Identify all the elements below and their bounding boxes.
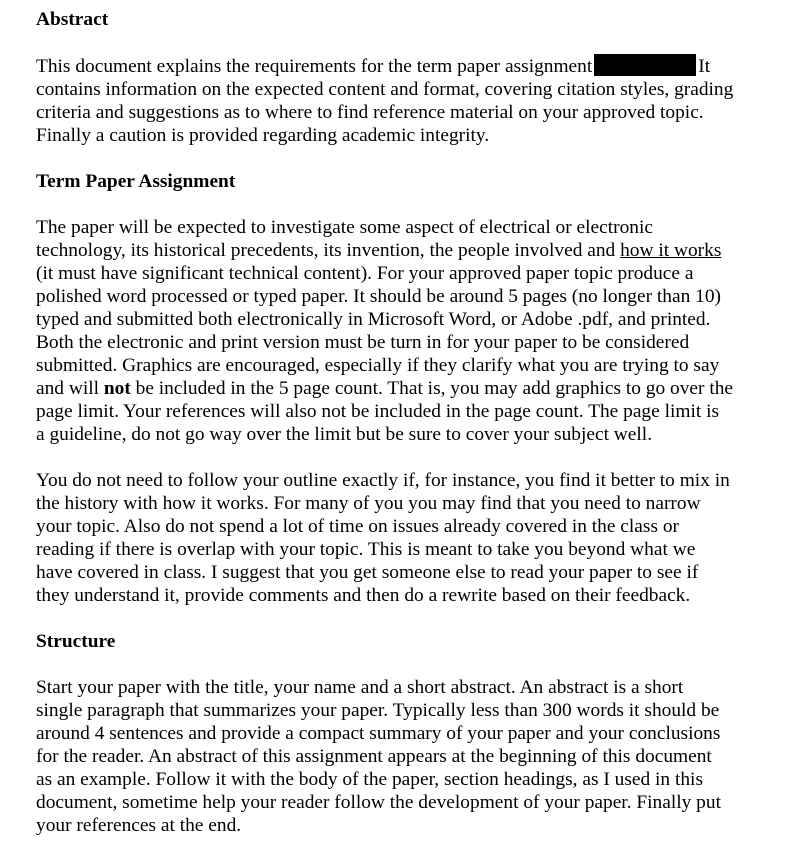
structure-line-2: single paragraph that summarizes your paper. Typically less than 300 words it should be [36, 700, 720, 721]
abstract-paragraph [36, 54, 776, 147]
tp1-line-8-tail: be included in the 5 page count. That is, you may add graphics to go over the [130, 378, 734, 399]
abstract-line-1 [36, 54, 776, 78]
abstract-line-2: contains information on the expected content and format, covering citation styles, grading [36, 79, 734, 100]
tp1-line-1: The paper will be expected to investigate some aspect of electrical or electronic [36, 217, 653, 238]
tp2-line-5: have covered in class. I suggest that you get someone else to read your paper to see if [36, 562, 699, 583]
spacer [36, 147, 776, 170]
tp1-line-8-text: and will [36, 378, 104, 399]
structure-line-5: as an example. Follow it with the body of the paper, section headings, as I used in this [36, 769, 703, 790]
abstract-line-4: Finally a caution is provided regarding academic integrity. [36, 125, 490, 146]
tp2-line-6: they understand it, provide comments and then do a rewrite based on their feedback. [36, 585, 691, 606]
spacer [36, 31, 776, 54]
spacer [36, 193, 776, 216]
tp1-line-5: typed and submitted both electronically in Microsoft Word, or Adobe .pdf, and printed. [36, 309, 711, 330]
abstract-line-3: criteria and suggestions as to where to find reference material on your approved topic. [36, 102, 704, 123]
structure-line-3: around 4 sentences and provide a compact summary of your paper and your conclusions [36, 723, 721, 744]
tp2-line-3: your topic. Also do not spend a lot of time on issues already covered in the class or [36, 516, 679, 537]
tp1-line-2-text: technology, its historical precedents, its invention, the people involved and [36, 240, 621, 261]
term-paper-paragraph-2 [36, 469, 776, 607]
tp1-line-4: polished word processed or typed paper. It should be around 5 pages (no longer than 10) [36, 286, 721, 307]
abstract-line-1-tail: It [698, 56, 711, 77]
spacer [36, 446, 776, 469]
spacer [36, 653, 776, 676]
tp1-line-7: submitted. Graphics are encouraged, especially if they clarify what you are trying to say [36, 355, 720, 376]
structure-heading: Structure [36, 631, 116, 652]
abstract-heading: Abstract [36, 9, 109, 30]
term-paper-paragraph-1 [36, 216, 776, 446]
structure-line-6: document, sometime help your reader follow the development of your paper. Finally put [36, 792, 721, 813]
tp2-line-2: the history with how it works. For many of you you may find that you need to narrow [36, 493, 701, 514]
term-paper-heading: Term Paper Assignment [36, 171, 236, 192]
how-it-works-link[interactable]: how it works [620, 240, 722, 261]
abstract-line-1-text: This document explains the requirements for the term paper assignment [36, 56, 593, 77]
structure-paragraph [36, 676, 776, 837]
tp1-line-9: page limit. Your references will also not be included in the page count. The page limit is [36, 401, 719, 422]
document-page [36, 8, 776, 837]
bold-not: not [103, 378, 131, 399]
spacer [36, 607, 776, 630]
tp2-line-1: You do not need to follow your outline exactly if, for instance, you find it better to mix in [36, 470, 730, 491]
tp2-line-4: reading if there is overlap with your topic. This is meant to take you beyond what we [36, 539, 696, 560]
tp1-line-8 [36, 377, 776, 400]
tp1-line-3: (it must have significant technical content). For your approved paper topic produce a [36, 263, 694, 284]
tp1-line-2 [36, 239, 776, 262]
tp1-line-6: Both the electronic and print version must be turn in for your paper to be considered [36, 332, 690, 353]
structure-line-4: for the reader. An abstract of this assignment appears at the beginning of this document [36, 746, 712, 767]
tp1-line-10: a guideline, do not go way over the limit but be sure to cover your subject well. [36, 424, 653, 445]
structure-line-1: Start your paper with the title, your name and a short abstract. An abstract is a short [36, 677, 684, 698]
redaction-block [594, 54, 696, 76]
structure-line-7: your references at the end. [36, 815, 242, 836]
